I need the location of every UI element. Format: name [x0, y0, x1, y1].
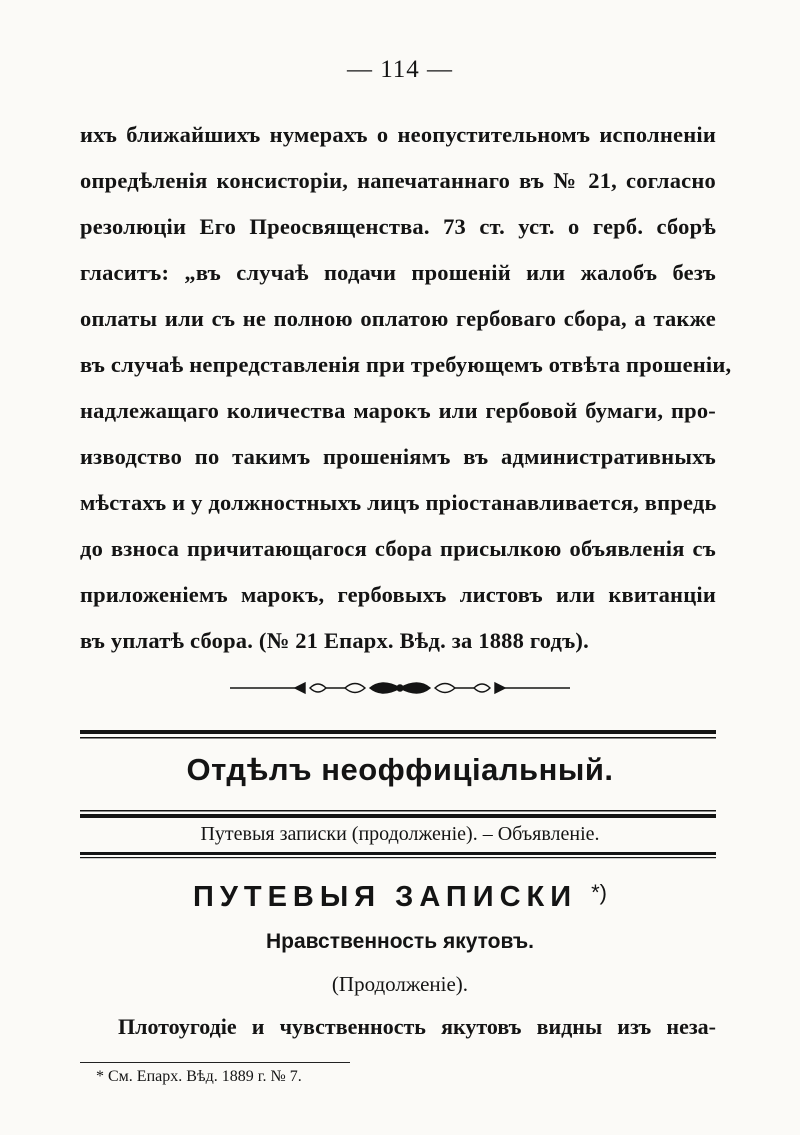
double-rule [80, 852, 716, 860]
article-title-text: ПУТЕВЫЯ ЗАПИСКИ [192, 881, 578, 913]
continuation-note: (Продолженiе). [331, 972, 469, 996]
text-line: въ уплатѣ сбора. (№ 21 Епарх. Вѣд. за 1888 годъ). [80, 628, 589, 653]
text-line: гласитъ: „въ случаѣ подачи прошенiй или жалобъ безъ [80, 260, 716, 285]
text-line: надлежащаго количества марокъ или гербовой бумаги, про- [80, 398, 716, 423]
section-title: Отдѣлъ неоффицiальный. [186, 752, 614, 787]
article-subtitle: Нравственность якутовъ. [265, 930, 535, 953]
paragraph-first-line: Плотоугодiе и чувственность якутовъ видны изъ неза- [118, 1014, 716, 1039]
text-line: опредѣленiя консисторiи, напечатаннаго въ № 21, согласно [80, 168, 716, 193]
text-line: мѣстахъ и у должностныхъ лицъ прiостанавливается, впредь [80, 490, 717, 515]
text-line: изводство по такимъ прошенiямъ въ административныхъ [80, 444, 716, 469]
section-contents: Путевыя записки (продолженiе). – Объявленiе. [200, 823, 600, 845]
double-rule [80, 730, 716, 740]
text-line: оплаты или съ не полною оплатою гербоваго сбора, а также [80, 306, 716, 331]
text-line: въ случаѣ непредставленiя при требующемъ отвѣта прошенiи, [80, 352, 732, 377]
text-line: ихъ ближайшихъ нумерахъ о неопустительномъ исполненiи [80, 122, 716, 147]
footnote-rule [80, 1062, 350, 1063]
ornament-divider-icon [225, 676, 575, 700]
text-line: приложенiемъ марокъ, гербовыхъ листовъ или квитанцiи [80, 582, 716, 607]
body-text [80, 112, 732, 664]
page-number: — 114 — [346, 56, 454, 83]
text-line: до взноса причитающагося сбора присылкою объявленiя съ [80, 536, 716, 561]
footnote-marker: *) [591, 880, 608, 905]
text-line: резолюцiи Его Преосвященства. 73 ст. уст. о герб. сборѣ [80, 214, 716, 239]
footnote: * См. Епарх. Вѣд. 1889 г. № 7. [96, 1068, 302, 1085]
article-title [0, 880, 800, 914]
double-rule [80, 810, 716, 820]
